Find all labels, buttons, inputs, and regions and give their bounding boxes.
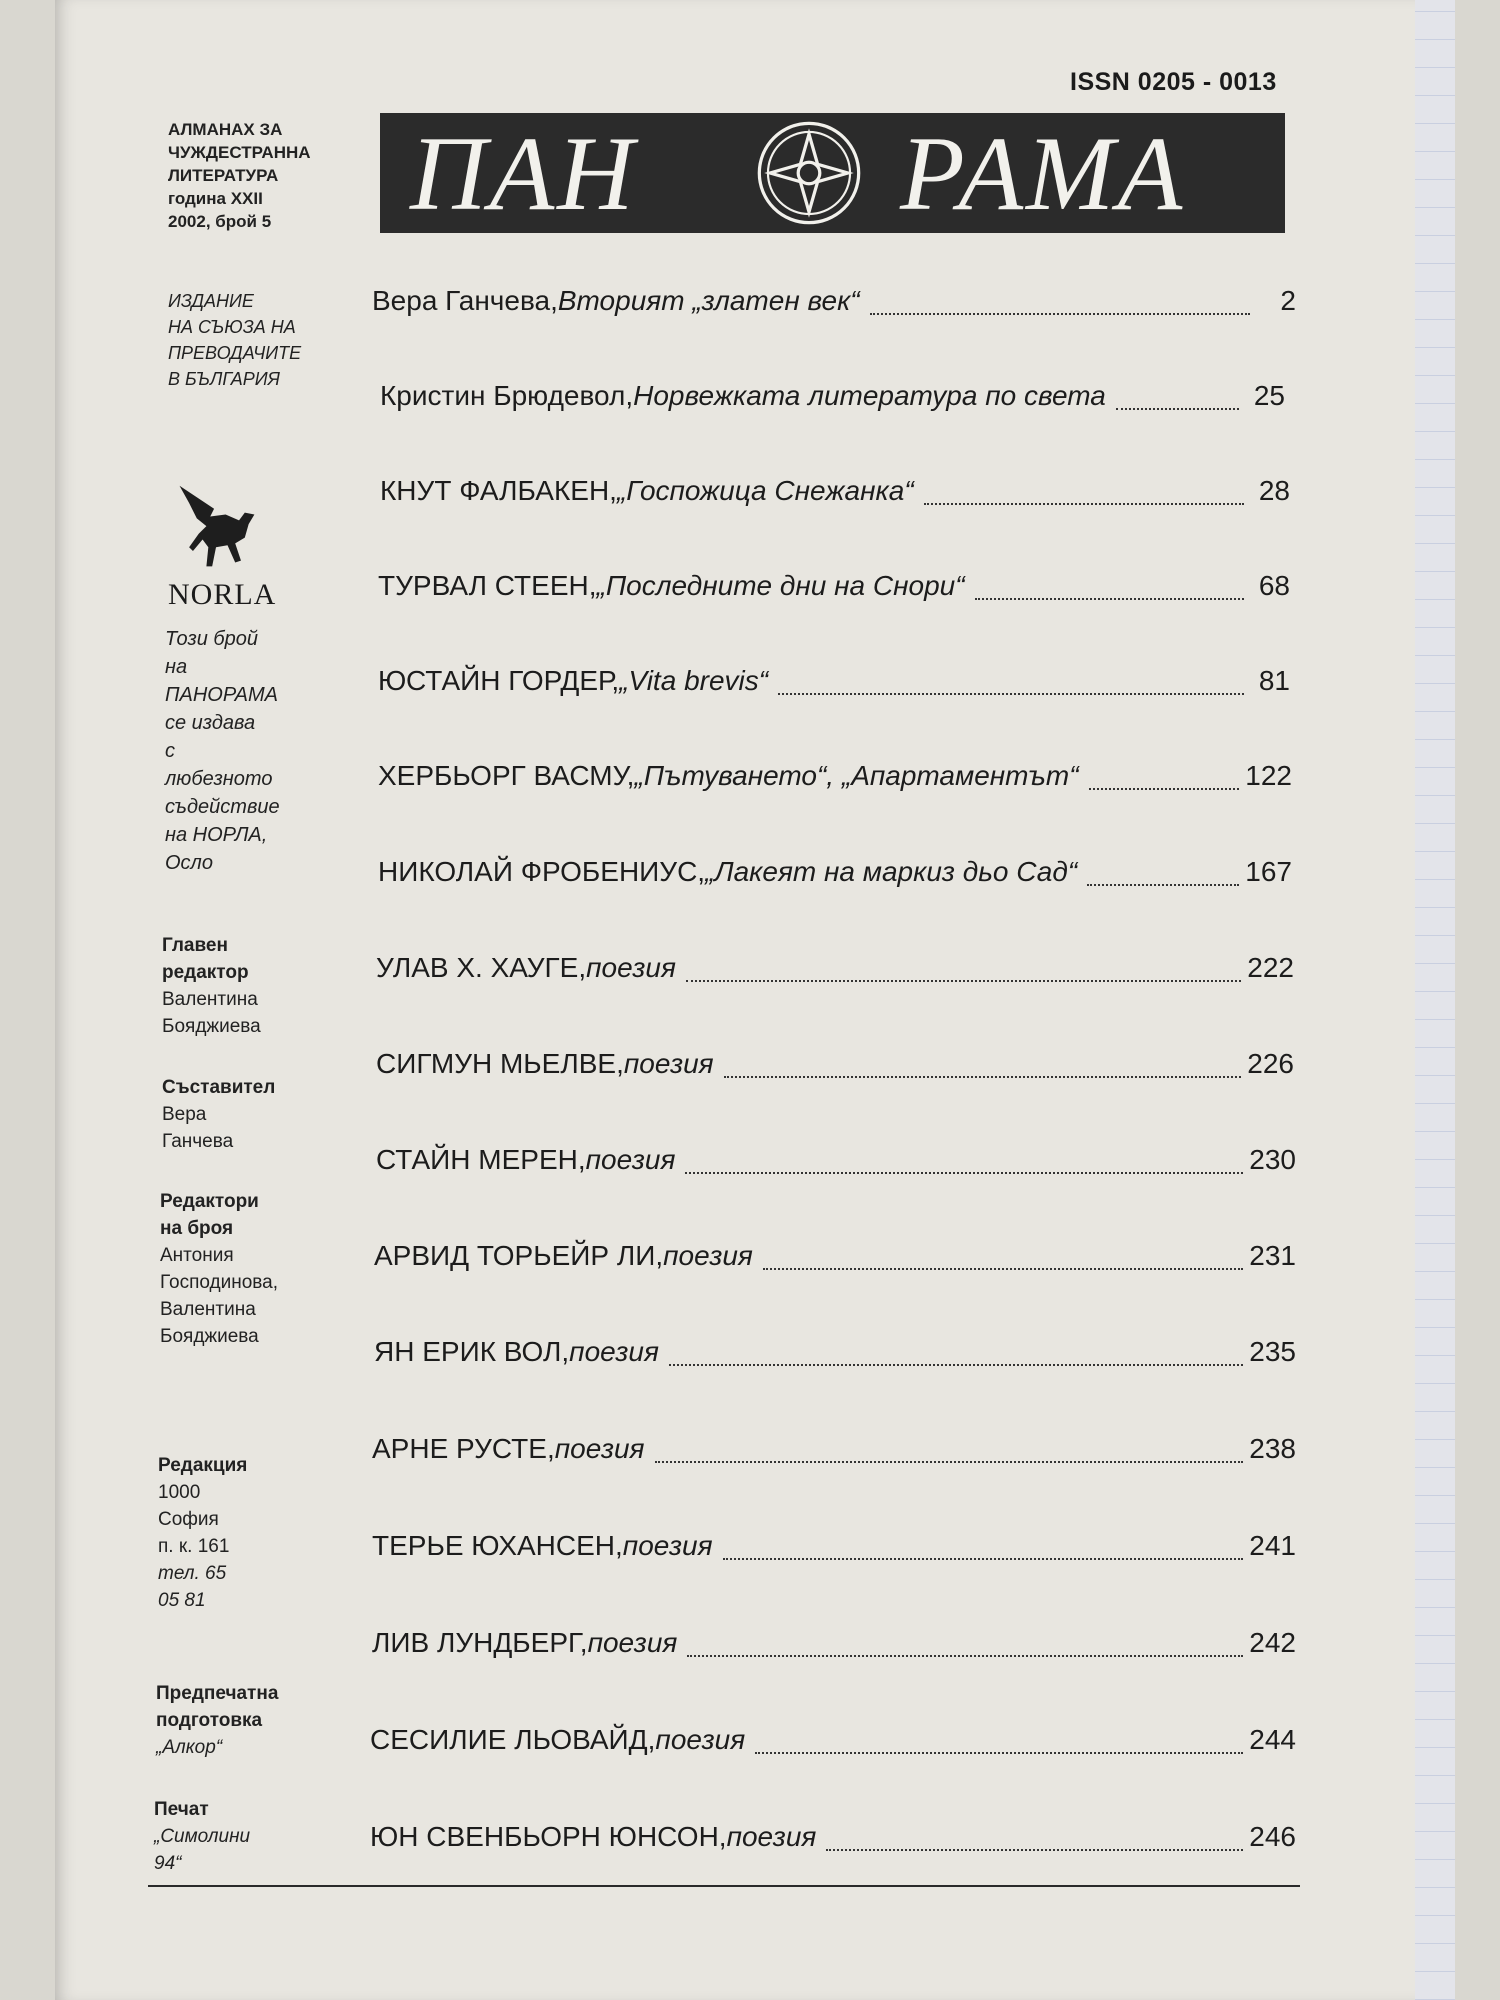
norla-note: Този брой на ПАНОРАМА се издава с любезното съдействие на НОРЛА, Осло <box>165 628 280 874</box>
toc-entry: Кристин Брюдевол, Норвежката литература по света 25 <box>380 380 1285 411</box>
leader-dots <box>975 597 1244 600</box>
toc-entry: КНУТ ФАЛБАКЕН, „Госпожица Снежанка“ 28 <box>380 475 1290 506</box>
emblem-icon <box>755 119 863 227</box>
prepress: Предпечатна подготовка „Алкор“ <box>156 1683 279 1758</box>
toc-entry: ЛИВ ЛУНДБЕРГ, поезия 242 <box>372 1627 1296 1658</box>
leader-dots <box>826 1848 1243 1851</box>
toc-entry: АРВИД ТОРЬЕЙР ЛИ, поезия 231 <box>374 1240 1296 1271</box>
leader-dots <box>870 312 1250 315</box>
leader-dots <box>755 1751 1243 1754</box>
leader-dots <box>1116 407 1239 410</box>
toc-entry: УЛАВ Х. ХАУГЕ, поезия 222 <box>376 952 1294 983</box>
toc-entry: ЮСТАЙН ГОРДЕР, „Vita brevis“ 81 <box>378 665 1290 696</box>
toc-entry: АРНЕ РУСТЕ, поезия 238 <box>372 1433 1296 1464</box>
bottom-rule <box>148 1885 1300 1887</box>
leader-dots <box>687 1654 1243 1657</box>
norla-logo-text: NORLA <box>168 578 277 611</box>
toc-entry: СИГМУН МЬЕЛВЕ, поезия 226 <box>376 1048 1294 1079</box>
editorial-office: Редакция 1000 София п. к. 161 тел. 65 05 81 <box>158 1455 248 1611</box>
toc-entry: ЯН ЕРИК ВОЛ, поезия 235 <box>374 1336 1296 1367</box>
toc-entry: ТЕРЬЕ ЮХАНСЕН, поезия 241 <box>372 1530 1296 1561</box>
chief-editor: Главен редактор Валентина Бояджиева <box>162 935 261 1037</box>
pegasus-logo-icon <box>168 478 264 578</box>
leader-dots <box>724 1075 1242 1078</box>
toc-entry: ЮН СВЕНБЬОРН ЮНСОН, поезия 246 <box>370 1821 1296 1852</box>
leader-dots <box>924 502 1244 505</box>
leader-dots <box>1087 883 1239 886</box>
almanac-info: АЛМАНАХ ЗА ЧУЖДЕСТРАННА ЛИТЕРАТУРА година XXII 2002, брой 5 <box>168 120 311 231</box>
masthead-right: РАМА <box>900 115 1186 232</box>
issn-number: ISSN 0205 - 0013 <box>1070 68 1277 96</box>
masthead-banner <box>380 113 1285 233</box>
leader-dots <box>669 1363 1243 1366</box>
issue-editors: Редактори на броя Антония Господинова, Валентина Бояджиева <box>160 1191 279 1347</box>
toc-entry: СТАЙН МЕРЕН, поезия 230 <box>376 1144 1296 1175</box>
leader-dots <box>723 1557 1244 1560</box>
printing: Печат „Симолини 94“ <box>154 1799 251 1874</box>
toc-entry: ТУРВАЛ СТЕЕН, „Последните дни на Снори“ 68 <box>378 570 1290 601</box>
leader-dots <box>686 979 1241 982</box>
masthead-left: ПАН <box>410 115 637 232</box>
leader-dots <box>1089 787 1240 790</box>
toc-entry: СЕСИЛИЕ ЛЬОВАЙД, поезия 244 <box>370 1724 1296 1755</box>
compiler: Съставител Вера Ганчева <box>162 1077 276 1152</box>
leader-dots <box>778 692 1244 695</box>
toc-entry: Вера Ганчева, Вторият „златен век“ 2 <box>372 285 1296 316</box>
leader-dots <box>763 1267 1243 1270</box>
toc-entry: ХЕРБЬОРГ ВАСМУ, „Пътуването“, „Апартаментът“ 122 <box>378 760 1292 791</box>
publisher-info: ИЗДАНИЕ НА СЪЮЗА НА ПРЕВОДАЧИТЕ В БЪЛГАРИЯ <box>168 291 302 389</box>
grid-paper-edge <box>1415 0 1455 2000</box>
leader-dots <box>685 1171 1243 1174</box>
toc-entry: НИКОЛАЙ ФРОБЕНИУС, „Лакеят на маркиз дьо Сад“ 167 <box>378 856 1292 887</box>
leader-dots <box>655 1460 1244 1463</box>
